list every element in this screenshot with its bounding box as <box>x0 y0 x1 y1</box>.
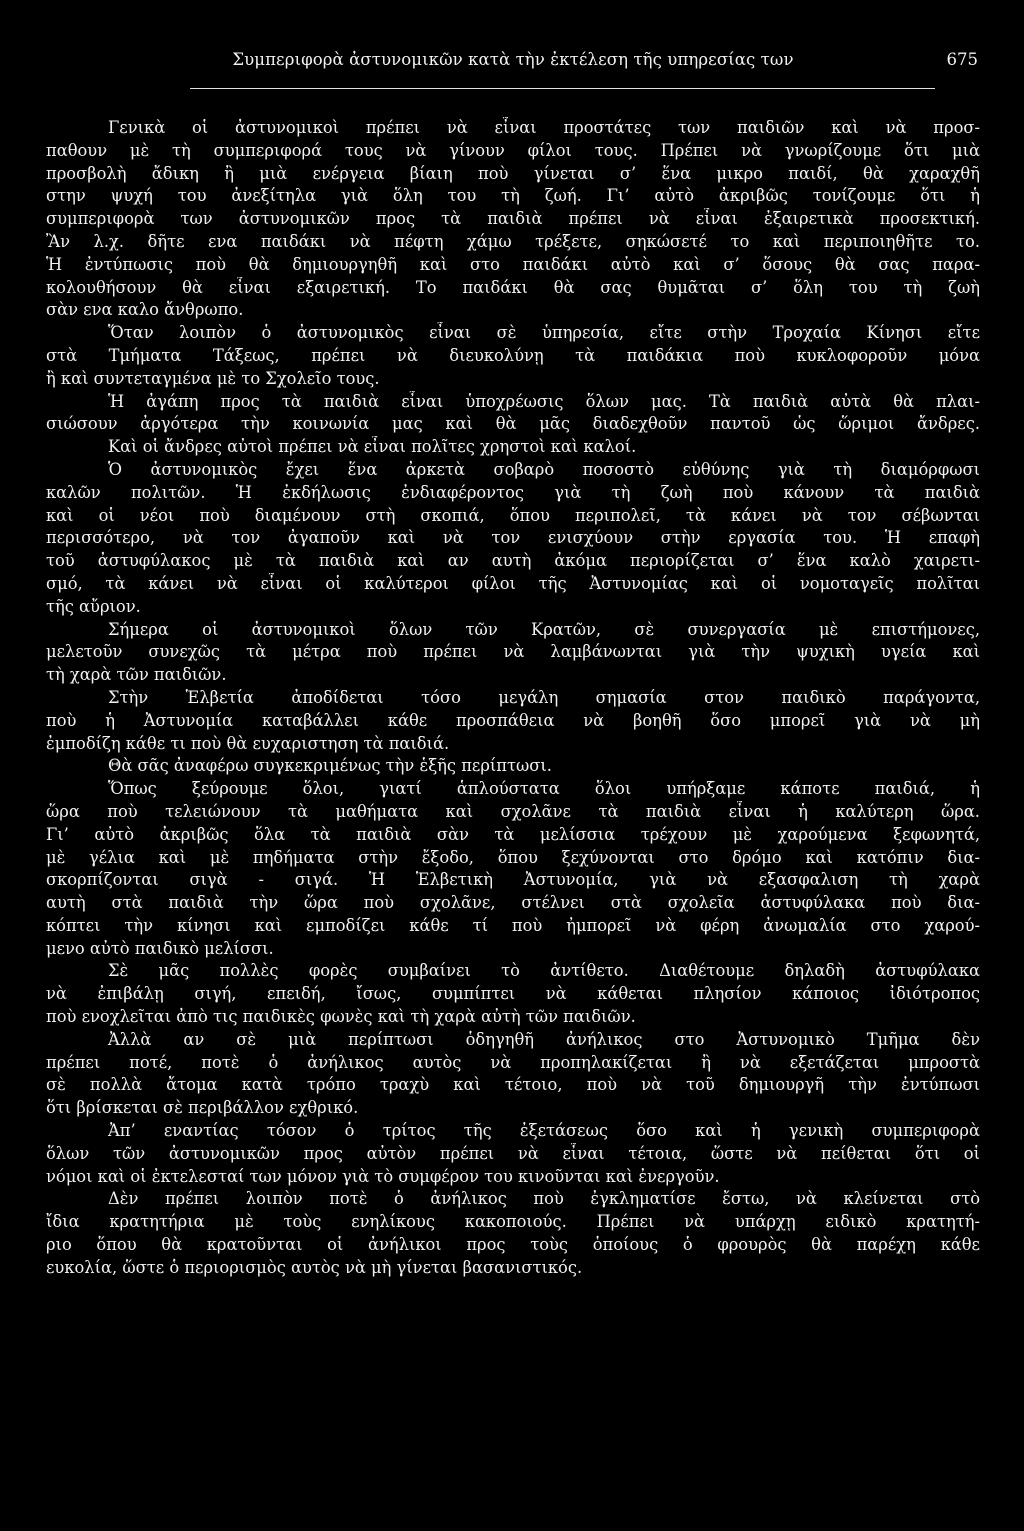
text-line: μενο αὐτὸ παιδικὸ μελίσσι. <box>46 938 274 958</box>
text-line: τοῦ ἀστυφύλακος μὲ τὰ παιδιὰ καὶ αν αυτὴ ἀκόμα περιορίζεται σ’ ἕνα καλὸ χαιρετι- <box>46 551 980 571</box>
text-line: Ἀλλὰ αν σὲ μιὰ περίπτωσι ὁδηγηθῆ ἀνήλικος στο Ἀστυνομικὸ Τμῆμα δὲν <box>108 1029 980 1049</box>
text-line: σὰν ενα καλο ἄνθρωπο. <box>46 300 244 320</box>
text-line: ὅτι βρίσκεται σὲ περιβάλλον εχθρικό. <box>46 1098 359 1118</box>
text-line: αυτὴ στὰ παιδιὰ τὴν ὥρα ποὺ σχολᾶνε, στέλνει στὰ σχολεῖα ἀστυφύλακα ποὺ δια- <box>46 893 980 913</box>
text-line: στὰ Τμήματα Τάξεως, πρέπει νὰ διευκολύνῃ τὰ παιδάκια ποὺ κυκλοφοροῦν μόνα <box>46 345 980 365</box>
text-line: Ἡ ἀγάπη προς τὰ παιδιὰ εἶναι ὑποχρέωσις ὅλων μας. Τὰ παιδιὰ αὐτὰ θὰ πλαι- <box>108 391 980 411</box>
text-line: στην ψυχή του ἀνεξίτηλα γιὰ ὅλη του τὴ ζωή. Γι’ αὐτὸ ἀκριβῶς τονίζουμε ὅτι ἡ <box>46 186 980 206</box>
text-line: σὲ πολλὰ ἄτομα κατὰ τρόπο τραχὺ καὶ τέτοιο, ποὺ νὰ τοῦ δημιουργῆ τὴν ἐντύπωσι <box>46 1075 980 1095</box>
text-line: Γι’ αὐτὸ ἀκριβῶς ὅλα τὰ παιδιὰ σὰν τὰ μελίσσια τρέχουν μὲ χαρούμενα ξεφωνητά, <box>46 824 980 844</box>
text-line: Στὴν Ἑλβετία ἀποδίδεται τόσο μεγάλη σημασία στον παιδικὸ παράγοντα, <box>108 687 980 707</box>
text-line: συμπεριφορὰ των ἀστυνομικῶν προς τὰ παιδιὰ πρέπει νὰ εἶναι ἐξαιρετικὰ προσεκτική. <box>46 209 980 229</box>
text-line: πρέπει ποτέ, ποτὲ ὁ ἀνήλικος αυτὸς νὰ προπηλακίζεται ἢ νὰ εξετάζεται μπροστὰ <box>46 1052 980 1072</box>
text-line: ἐμποδίζη κάθε τι ποὺ θὰ ευχαριστηση τὰ παιδιά. <box>46 733 450 753</box>
text-line: καὶ οἱ νέοι ποὺ διαμένουν στὴ σκοπιά, ὅπου περιπολεῖ, τὰ κάνει νὰ τον σέβωνται <box>46 505 980 525</box>
text-line: Ὅταν λοιπὸν ὁ ἀστυνομικὸς εἶναι σὲ ὑπηρεσία, εἴτε στὴν Τροχαία Κίνησι εἴτε <box>108 323 980 343</box>
text-line: περισσότερο, νὰ τον ἀγαποῦν καὶ νὰ τον ενισχύουν στὴν εργασία του. Ἡ επαφὴ <box>46 528 980 548</box>
text-line: Ὁ ἀστυνομικὸς ἔχει ἕνα ἀρκετὰ σοβαρὸ ποσοστὸ εὐθύνης γιὰ τὴ διαμόρφωσι <box>108 459 980 479</box>
text-line: Ὅπως ξεύρουμε ὅλοι, γιατί ἁπλούστατα ὅλοι υπήρξαμε κάποτε παιδιά, ἡ <box>108 779 980 799</box>
text-line: τὴ χαρὰ τῶν παιδιῶν. <box>46 665 227 685</box>
text-line: Καὶ οἱ ἄνδρες αὐτοὶ πρέπει νὰ εἶναι πολῖτες χρηστοὶ καὶ καλοί. <box>108 437 637 457</box>
text-line: Σὲ μᾶς πολλὲς φορὲς συμβαίνει τὸ ἀντίθετο. Διαθέτουμε δηλαδὴ ἀστυφύλακα <box>108 961 980 981</box>
text-line: σκορπίζονται σιγὰ - σιγά. Ἡ Ἑλβετικὴ Ἀστυνομία, γιὰ νὰ εξασφαλιση τὴ χαρὰ <box>46 870 980 890</box>
running-header <box>48 50 978 74</box>
text-line: τῆς αὔριον. <box>46 596 141 616</box>
text-line: ἴδια κρατητήρια μὲ τοὺς ενηλίκους κακοποιούς. Πρέπει νὰ υπάρχῃ ειδικὸ κρατητή- <box>46 1212 980 1232</box>
body-text <box>46 117 980 1280</box>
text-line: μελετοῦν συνεχῶς τὰ μέτρα ποὺ πρέπει νὰ λαμβάνωνται γιὰ τὴν ψυχικὴ υγεία καὶ <box>46 642 980 662</box>
text-line: σμό, τὰ κάνει νὰ εἶναι οἱ καλύτεροι φίλοι τῆς Ἀστυνομίας καὶ οἱ νομοταγεῖς πολῖται <box>46 573 980 593</box>
text-line: καλῶν πολιτῶν. Ἡ ἐκδήλωσις ἐνδιαφέροντος γιὰ τὴ ζωὴ ποὺ κάνουν τὰ παιδιὰ <box>46 482 980 502</box>
text-line: κόπτει τὴν κίνησι καὶ εμποδίζει κάθε τί ποὺ ἠμπορεῖ νὰ φέρη ἀνωμαλία στο χαρού- <box>46 915 980 935</box>
text-line: ὅλων τῶν ἀστυνομικῶν προς αὐτὸν πρέπει νὰ εἶναι τέτοια, ὥστε νὰ πείθεται ὅτι οἱ <box>46 1143 980 1163</box>
text-line: Γενικὰ οἱ ἀστυνομικοὶ πρέπει νὰ εἶναι προστάτες των παιδιῶν καὶ νὰ προσ- <box>108 118 980 137</box>
text-line: Ἂν λ.χ. δῆτε ενα παιδάκι νὰ πέφτη χάμω τρέξετε, σηκώσετέ το καὶ περιποιηθῆτε το. <box>46 231 980 251</box>
header-rule <box>190 88 935 89</box>
text-line: ὥρα ποὺ τελειώνουν τὰ μαθήματα καὶ σχολᾶνε τὰ παιδιὰ εἶναι ἡ καλύτερη ὥρα. <box>46 801 980 821</box>
text-line: μὲ γέλια καὶ μὲ πηδήματα στὴν ἔξοδο, ὅπου ξεχύνονται στο δρόμο καὶ κατόπιν δια- <box>46 847 980 867</box>
page-number: 675 <box>946 50 978 69</box>
text-line: ποὺ ενοχλεῖται ἀπὸ τις παιδικὲς φωνὲς καὶ τὴ χαρὰ αὐτὴ τῶν παιδιῶν. <box>46 1007 636 1027</box>
text-line: ευκολία, ὥστε ὁ περιορισμὸς αυτὸς νὰ μὴ γίνεται βασανιστικός. <box>46 1257 583 1277</box>
text-line: ριο ὅπου θὰ κρατοῦνται οἱ ἀνήλικοι προς τοὺς ὁποίους ὁ φρουρὸς θὰ παρέχη κάθε <box>46 1235 980 1255</box>
text-line: Ἡ ἐντύπωσις ποὺ θὰ δημιουργηθῆ καὶ στο παιδάκι αὐτὸ καὶ σ’ ὅσους θὰ σας παρα- <box>46 254 980 274</box>
text-line: Θὰ σᾶς ἀναφέρω συγκεκριμένως τὴν ἑξῆς περίπτωσι. <box>108 756 552 776</box>
text-line: σιώσουν ἀργότερα τὴν κοινωνία μας καὶ θὰ μᾶς διαδεχθοῦν παντοῦ ὡς ὥριμοι ἄνδρες. <box>46 414 980 434</box>
text-line: νόμοι καὶ οἱ ἐκτελεσταί των μόνον γιὰ τὸ συμφέρον του κινοῦνται καὶ ἐνεργοῦν. <box>46 1166 720 1186</box>
text-line: Ἀπ’ εναντίας τόσον ὁ τρίτος τῆς ἐξετάσεως ὅσο καὶ ἡ γενικὴ συμπεριφορὰ <box>108 1121 980 1141</box>
text-line: νὰ ἐπιβάλῃ σιγή, επειδή, ἴσως, συμπίπτει νὰ κάθεται πλησίον κάποιος ἰδιότροπος <box>46 984 980 1004</box>
text-line: προσβολὴ ἄδικη ἢ μιὰ ενέργεια βίαιη ποὺ γίνεται σ’ ἕνα μικρο παιδί, θὰ χαραχθῆ <box>46 163 980 183</box>
text-line: παθουν μὲ τὴ συμπεριφορά τους νὰ γίνουν φίλοι τους. Πρέπει νὰ γνωρίζουμε ὅτι μιὰ <box>46 140 980 160</box>
text-line: ἢ καὶ συντεταγμένα μὲ το Σχολεῖο τους. <box>46 368 380 388</box>
text-line: Σήμερα οἱ ἀστυνομικοὶ ὅλων τῶν Κρατῶν, σὲ συνεργασία μὲ επιστήμονες, <box>108 619 980 639</box>
text-line: Δὲν πρέπει λοιπὸν ποτὲ ὁ ἀνήλικος ποὺ ἐγκληματίσε ἔστω, νὰ κλείνεται στὸ <box>108 1189 980 1209</box>
running-title: Συμπεριφορὰ ἀστυνομικῶν κατὰ τὴν ἐκτέλεση τῆς υπηρεσίας των <box>232 50 794 69</box>
text-line: ποὺ ἡ Ἀστυνομία καταβάλλει κάθε προσπάθεια νὰ βοηθῆ ὅσο μπορεῖ γιὰ νὰ μὴ <box>46 710 980 730</box>
text-line: κολουθήσουν θὰ εἶναι εξαιρετική. Το παιδάκι θὰ σας θυμᾶται σ’ ὅλη του τὴ ζωὴ <box>46 277 980 297</box>
